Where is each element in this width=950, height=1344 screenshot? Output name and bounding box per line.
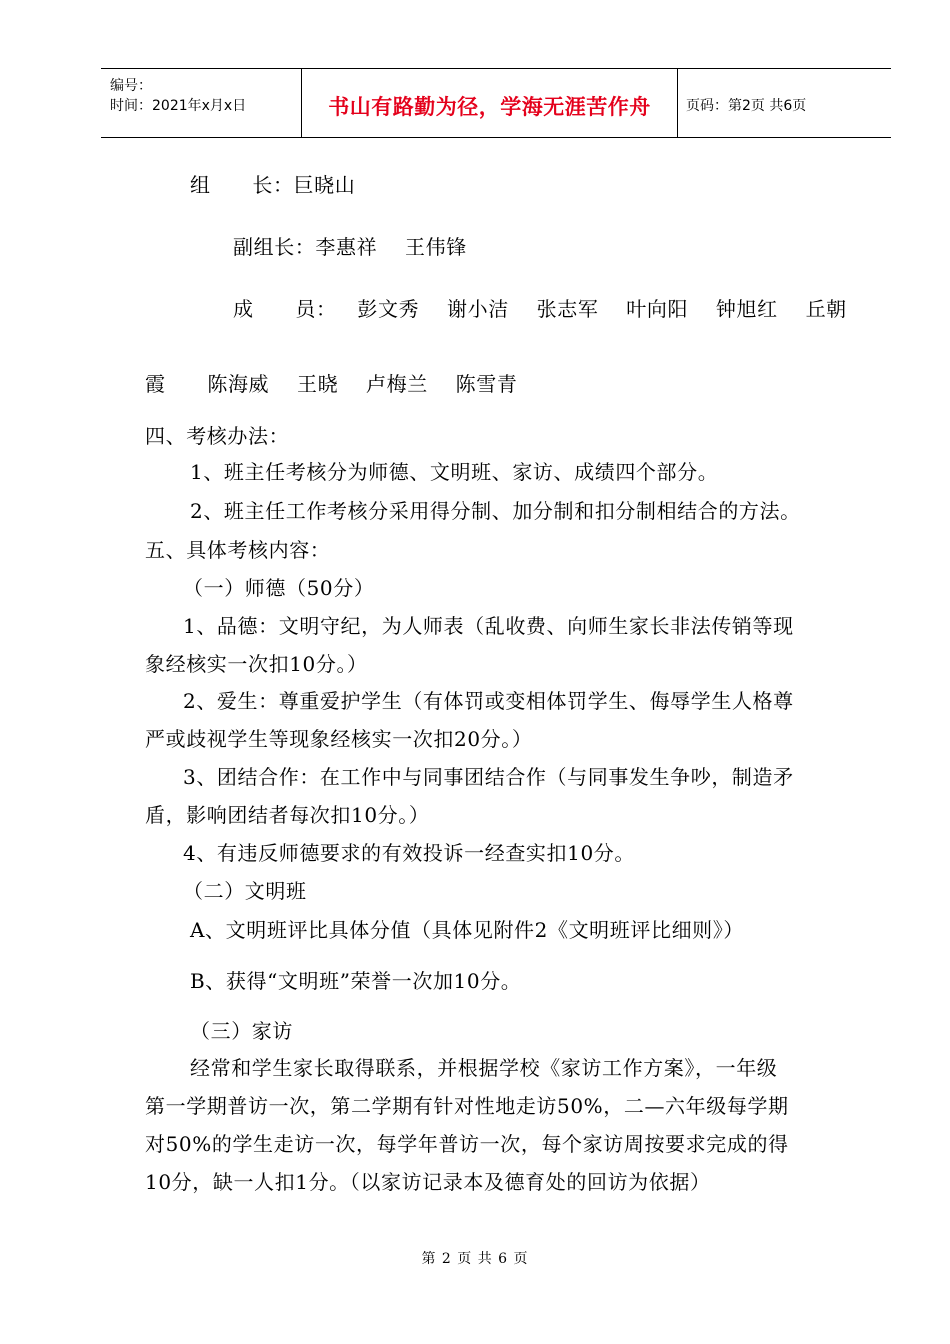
deputy-line: 副组长：李惠祥 王伟锋 xyxy=(233,235,467,259)
paragraph-1-line-1: 1、品德：文明守纪，为人师表（乱收费、向师生家长非法传销等现 xyxy=(183,614,794,638)
section-4-item-1: 1、班主任考核分为师德、文明班、家访、成绩四个部分。 xyxy=(190,460,719,484)
section-4-item-2: 2、班主任工作考核分采用得分制、加分制和扣分制相结合的方法。 xyxy=(190,499,801,523)
paragraph-3-line-1: 3、团结合作：在工作中与同事团结合作（与同事发生争吵，制造矛 xyxy=(183,765,794,789)
subsection-3-title: （三）家访 xyxy=(190,1019,293,1043)
paragraph-4: 4、有违反师德要求的有效投诉一经查实扣10分。 xyxy=(183,841,635,865)
leader-line: 组 长：巨晓山 xyxy=(190,173,356,197)
section-5-title: 五、具体考核内容： xyxy=(145,538,331,562)
slogan: 书山有路勤为径，学海无涯苦作舟 xyxy=(328,95,651,119)
page-info: 页码：第2页 共6页 xyxy=(686,98,807,114)
members-line: 成 员： 彭文秀 谢小洁 张志军 叶向阳 钟旭红 丘朝 xyxy=(233,297,847,321)
members-line-continued: 霞 陈海威 王晓 卢梅兰 陈雪青 xyxy=(145,372,518,396)
visit-line-3: 对50%的学生走访一次，每学年普访一次，每个家访周按要求完成的得 xyxy=(145,1132,789,1156)
header-meta-cell xyxy=(101,69,302,137)
paragraph-1-line-2: 象经核实一次扣10分。） xyxy=(145,652,368,676)
time-label: 时间：2021年x月x日 xyxy=(110,98,247,114)
header-page-cell xyxy=(678,69,891,137)
header-slogan-cell xyxy=(302,69,678,137)
serial-label: 编号： xyxy=(110,78,152,94)
paragraph-2-line-2: 严或歧视学生等现象经核实一次扣20分。） xyxy=(145,727,533,751)
visit-line-1: 经常和学生家长取得联系，并根据学校《家访工作方案》，一年级 xyxy=(190,1056,778,1080)
paragraph-3-line-2: 盾，影响团结者每次扣10分。） xyxy=(145,803,430,827)
page-header xyxy=(101,68,891,138)
paragraph-2-line-1: 2、爱生：尊重爱护学生（有体罚或变相体罚学生、侮辱学生人格尊 xyxy=(183,689,794,713)
page-footer-number: 第 2 页 共 6 页 xyxy=(421,1251,529,1267)
item-a: A、文明班评比具体分值（具体见附件2《文明班评比细则》） xyxy=(190,918,744,942)
subsection-1-title: （一）师德（50分） xyxy=(183,576,375,600)
section-4-title: 四、考核办法： xyxy=(145,424,290,448)
subsection-2-title: （二）文明班 xyxy=(183,879,307,903)
item-b: B、获得“文明班”荣誉一次加10分。 xyxy=(190,969,522,993)
visit-line-2: 第一学期普访一次，第二学期有针对性地走访50%，二—六年级每学期 xyxy=(145,1094,789,1118)
visit-line-4: 10分，缺一人扣1分。（以家访记录本及德育处的回访为依据） xyxy=(145,1170,711,1194)
